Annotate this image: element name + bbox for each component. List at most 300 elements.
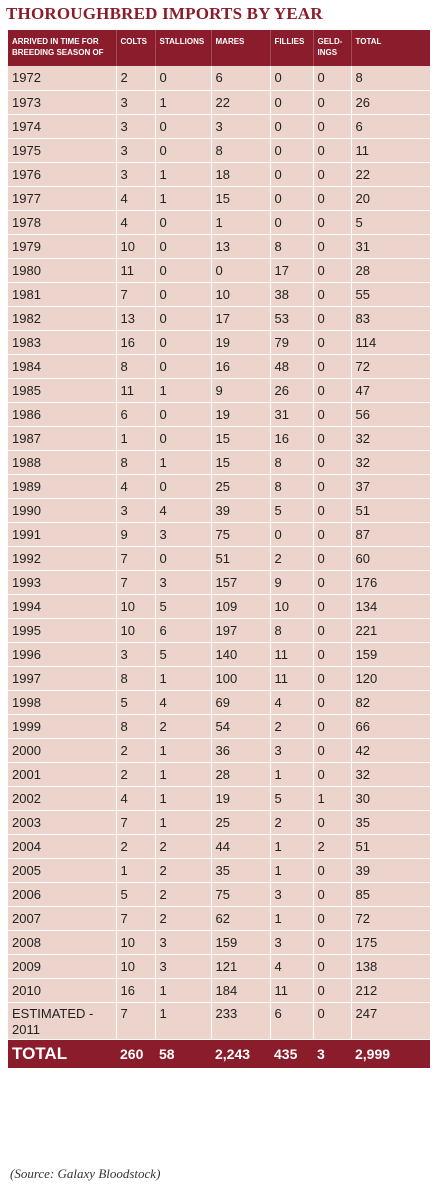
row-label-cell: 1998 [8, 690, 116, 714]
row-label-cell: 1980 [8, 258, 116, 282]
table-cell: 1 [155, 90, 211, 114]
table-cell: 3 [116, 138, 155, 162]
row-label-cell: 2006 [8, 882, 116, 906]
table-cell: 138 [351, 954, 430, 978]
table-cell: 32 [351, 450, 430, 474]
table-cell: 0 [155, 258, 211, 282]
table-cell: 39 [211, 498, 270, 522]
table-cell: 3 [211, 114, 270, 138]
table-row [8, 378, 430, 402]
table-cell: 13 [211, 234, 270, 258]
table-cell: 0 [313, 642, 351, 666]
row-label-cell: 1973 [8, 90, 116, 114]
table-row [8, 594, 430, 618]
table-cell: 0 [313, 546, 351, 570]
column-header: MARES [211, 30, 270, 66]
table-row [8, 402, 430, 426]
table-row [8, 330, 430, 354]
table-row [8, 162, 430, 186]
table-cell: 0 [313, 162, 351, 186]
row-label-cell: 2009 [8, 954, 116, 978]
table-cell: 4 [116, 210, 155, 234]
table-cell: 0 [211, 258, 270, 282]
table-cell: 10 [116, 234, 155, 258]
table-row [8, 858, 430, 882]
total-cell: 260 [116, 1039, 155, 1068]
table-cell: 51 [351, 834, 430, 858]
row-label-cell: 1977 [8, 186, 116, 210]
table-cell: 7 [116, 570, 155, 594]
table-cell: 55 [351, 282, 430, 306]
table-body [8, 66, 430, 1039]
table-cell: 0 [313, 498, 351, 522]
table-cell: 9 [270, 570, 313, 594]
table-cell: 48 [270, 354, 313, 378]
table-cell: 0 [270, 114, 313, 138]
table-cell: 56 [351, 402, 430, 426]
table-row [8, 90, 430, 114]
table-cell: 0 [155, 282, 211, 306]
table-cell: 0 [155, 330, 211, 354]
table-cell: 5 [116, 690, 155, 714]
table-row [8, 498, 430, 522]
table-cell: 60 [351, 546, 430, 570]
table-cell: 0 [155, 210, 211, 234]
table-cell: 0 [313, 210, 351, 234]
table-cell: 120 [351, 666, 430, 690]
table-cell: 0 [270, 66, 313, 90]
table-cell: 82 [351, 690, 430, 714]
table-cell: 0 [313, 714, 351, 738]
row-label-cell: 1984 [8, 354, 116, 378]
table-cell: 9 [211, 378, 270, 402]
table-cell: 1 [270, 906, 313, 930]
table-cell: 0 [313, 234, 351, 258]
table-row [8, 906, 430, 930]
table-cell: 5 [155, 594, 211, 618]
table-cell: 54 [211, 714, 270, 738]
row-label-cell: 2002 [8, 786, 116, 810]
table-cell: 10 [116, 954, 155, 978]
table-cell: 37 [351, 474, 430, 498]
table-cell: 1 [155, 450, 211, 474]
table-row [8, 762, 430, 786]
table-cell: 3 [116, 498, 155, 522]
table-cell: 3 [270, 882, 313, 906]
total-cell: 58 [155, 1039, 211, 1068]
row-label-cell: 2001 [8, 762, 116, 786]
row-label-cell: 2010 [8, 978, 116, 1002]
table-cell: 17 [211, 306, 270, 330]
table-cell: 0 [270, 210, 313, 234]
table-cell: 2 [155, 858, 211, 882]
table-cell: 6 [116, 402, 155, 426]
table-cell: 4 [116, 474, 155, 498]
table-cell: 0 [313, 954, 351, 978]
table-cell: 8 [270, 450, 313, 474]
table-row [8, 450, 430, 474]
table-cell: 0 [313, 762, 351, 786]
table-cell: 3 [116, 642, 155, 666]
table-cell: 8 [270, 234, 313, 258]
table-cell: 0 [313, 450, 351, 474]
table-cell: 1 [155, 378, 211, 402]
table-cell: 212 [351, 978, 430, 1002]
table-row [8, 690, 430, 714]
table-cell: 10 [116, 618, 155, 642]
table-cell: 4 [116, 186, 155, 210]
table-cell: 3 [270, 738, 313, 762]
table-cell: 8 [270, 474, 313, 498]
table-row [8, 1002, 430, 1039]
row-label-cell: 1990 [8, 498, 116, 522]
table-cell: 1 [155, 186, 211, 210]
source-note: (Source: Galaxy Bloodstock) [10, 1166, 161, 1181]
table-cell: 0 [155, 474, 211, 498]
table-cell: 5 [116, 882, 155, 906]
table-cell: 1 [155, 786, 211, 810]
table-cell: 0 [155, 426, 211, 450]
table-cell: 0 [155, 66, 211, 90]
table-cell: 3 [116, 90, 155, 114]
table-cell: 31 [270, 402, 313, 426]
table-header-row [8, 30, 430, 66]
row-label-cell: 2000 [8, 738, 116, 762]
table-cell: 3 [155, 930, 211, 954]
table-row [8, 546, 430, 570]
table-cell: 28 [211, 762, 270, 786]
table-cell: 3 [270, 930, 313, 954]
table-cell: 1 [155, 738, 211, 762]
table-cell: 72 [351, 354, 430, 378]
table-cell: 11 [116, 258, 155, 282]
table-row [8, 810, 430, 834]
table-row [8, 522, 430, 546]
table-cell: 16 [211, 354, 270, 378]
table-cell: 0 [313, 282, 351, 306]
page-title: THOROUGHBRED IMPORTS BY YEAR [6, 4, 323, 23]
table-cell: 3 [155, 954, 211, 978]
table-cell: 0 [313, 858, 351, 882]
table-row [8, 882, 430, 906]
table-cell: 4 [155, 498, 211, 522]
table-cell: 114 [351, 330, 430, 354]
table-cell: 0 [155, 234, 211, 258]
row-label-cell: 1981 [8, 282, 116, 306]
table-cell: 62 [211, 906, 270, 930]
table-cell: 10 [211, 282, 270, 306]
table-cell: 176 [351, 570, 430, 594]
table-cell: 85 [351, 882, 430, 906]
table-cell: 0 [313, 306, 351, 330]
totals-label: TOTAL [8, 1039, 116, 1068]
table-cell: 100 [211, 666, 270, 690]
row-label-cell: 1996 [8, 642, 116, 666]
table-cell: 0 [313, 426, 351, 450]
table-cell: 1 [313, 786, 351, 810]
table-cell: 8 [270, 618, 313, 642]
table-cell: 7 [116, 810, 155, 834]
table-cell: 1 [155, 762, 211, 786]
table-cell: 2 [270, 810, 313, 834]
table-cell: 26 [270, 378, 313, 402]
row-label-cell: 1974 [8, 114, 116, 138]
total-cell: 3 [313, 1039, 351, 1068]
row-label-cell: 2004 [8, 834, 116, 858]
table-cell: 2 [270, 546, 313, 570]
table-cell: 0 [313, 666, 351, 690]
table-cell: 79 [270, 330, 313, 354]
row-label-cell: 1994 [8, 594, 116, 618]
table-cell: 0 [155, 138, 211, 162]
table-row [8, 186, 430, 210]
table-cell: 11 [270, 978, 313, 1002]
table-cell: 8 [351, 66, 430, 90]
table-cell: 75 [211, 882, 270, 906]
table-cell: 0 [313, 882, 351, 906]
table-cell: 0 [313, 1002, 351, 1039]
table-cell: 0 [313, 138, 351, 162]
table-cell: 0 [313, 90, 351, 114]
table-cell: 1 [211, 210, 270, 234]
table-cell: 2 [116, 738, 155, 762]
table-row [8, 642, 430, 666]
table-cell: 51 [351, 498, 430, 522]
table-cell: 134 [351, 594, 430, 618]
table-cell: 5 [351, 210, 430, 234]
table-cell: 247 [351, 1002, 430, 1039]
table-cell: 2 [155, 714, 211, 738]
table-cell: 3 [155, 570, 211, 594]
table-cell: 15 [211, 426, 270, 450]
table-cell: 8 [116, 450, 155, 474]
table-cell: 8 [211, 138, 270, 162]
table-row [8, 306, 430, 330]
row-label-cell: 1979 [8, 234, 116, 258]
table-row [8, 738, 430, 762]
table-cell: 1 [116, 426, 155, 450]
table-cell: 0 [313, 810, 351, 834]
table-cell: 0 [313, 738, 351, 762]
row-label-cell: 1986 [8, 402, 116, 426]
table-cell: 7 [116, 906, 155, 930]
table-row [8, 210, 430, 234]
table-cell: 11 [351, 138, 430, 162]
table-cell: 10 [270, 594, 313, 618]
table-row [8, 954, 430, 978]
table-cell: 87 [351, 522, 430, 546]
table-cell: 19 [211, 786, 270, 810]
row-label-cell: 2003 [8, 810, 116, 834]
table-cell: 0 [270, 90, 313, 114]
table-cell: 18 [211, 162, 270, 186]
table-cell: 5 [270, 498, 313, 522]
table-cell: 1 [155, 666, 211, 690]
row-label-cell: 1997 [8, 666, 116, 690]
row-label-cell: 1993 [8, 570, 116, 594]
table-cell: 0 [313, 378, 351, 402]
total-cell: 435 [270, 1039, 313, 1068]
table-cell: 83 [351, 306, 430, 330]
table-cell: 19 [211, 402, 270, 426]
table-cell: 0 [313, 906, 351, 930]
table-cell: 0 [313, 690, 351, 714]
row-label-cell: 1976 [8, 162, 116, 186]
column-header: ARRIVED IN TIME FOR BREEDING SEASON OF [8, 30, 116, 66]
row-label-cell: 1978 [8, 210, 116, 234]
table-cell: 1 [155, 162, 211, 186]
table-cell: 1 [270, 834, 313, 858]
table-cell: 0 [313, 522, 351, 546]
table-cell: 47 [351, 378, 430, 402]
table-cell: 16 [116, 978, 155, 1002]
table-cell: 10 [116, 594, 155, 618]
table-cell: 35 [211, 858, 270, 882]
table-row [8, 234, 430, 258]
table-cell: 15 [211, 450, 270, 474]
table-cell: 4 [116, 786, 155, 810]
table-cell: 11 [116, 378, 155, 402]
table-cell: 0 [270, 138, 313, 162]
table-cell: 7 [116, 282, 155, 306]
table-cell: 0 [270, 186, 313, 210]
table-cell: 2 [116, 762, 155, 786]
table-cell: 0 [270, 522, 313, 546]
table-cell: 13 [116, 306, 155, 330]
table-cell: 2 [270, 714, 313, 738]
table-cell: 25 [211, 474, 270, 498]
table-row [8, 258, 430, 282]
table-cell: 0 [313, 474, 351, 498]
table-cell: 5 [155, 642, 211, 666]
table-cell: 25 [211, 810, 270, 834]
table-cell: 69 [211, 690, 270, 714]
table-row [8, 930, 430, 954]
table-cell: 9 [116, 522, 155, 546]
table-cell: 11 [270, 666, 313, 690]
table-cell: 8 [116, 666, 155, 690]
row-label-cell: 2007 [8, 906, 116, 930]
table-cell: 159 [211, 930, 270, 954]
row-label-cell: 1987 [8, 426, 116, 450]
row-label-cell: 1995 [8, 618, 116, 642]
table-row [8, 474, 430, 498]
row-label-cell: 1982 [8, 306, 116, 330]
table-cell: 0 [155, 546, 211, 570]
column-header: TOTAL [351, 30, 430, 66]
table-cell: 2 [116, 66, 155, 90]
row-label-cell: 2005 [8, 858, 116, 882]
table-cell: 159 [351, 642, 430, 666]
row-label-cell: 2008 [8, 930, 116, 954]
table-cell: 10 [116, 930, 155, 954]
row-label-cell: ESTIMATED - 2011 [8, 1002, 116, 1039]
table-cell: 19 [211, 330, 270, 354]
column-header: GELD- INGS [313, 30, 351, 66]
imports-table [8, 30, 430, 1069]
table-cell: 2 [155, 834, 211, 858]
table-cell: 66 [351, 714, 430, 738]
table-cell: 4 [270, 954, 313, 978]
table-cell: 38 [270, 282, 313, 306]
table-cell: 0 [313, 114, 351, 138]
table-cell: 75 [211, 522, 270, 546]
table-cell: 0 [270, 162, 313, 186]
column-header: STALLIONS [155, 30, 211, 66]
table-cell: 3 [116, 114, 155, 138]
row-label-cell: 1999 [8, 714, 116, 738]
table-cell: 17 [270, 258, 313, 282]
table-cell: 16 [116, 330, 155, 354]
table-row [8, 138, 430, 162]
table-cell: 5 [270, 786, 313, 810]
table-cell: 22 [211, 90, 270, 114]
table-cell: 0 [313, 402, 351, 426]
table-row [8, 786, 430, 810]
table-cell: 0 [155, 402, 211, 426]
table-cell: 6 [155, 618, 211, 642]
table-cell: 0 [313, 66, 351, 90]
table-cell: 121 [211, 954, 270, 978]
table-cell: 1 [155, 978, 211, 1002]
table-row [8, 618, 430, 642]
table-row [8, 66, 430, 90]
table-cell: 3 [155, 522, 211, 546]
table-cell: 15 [211, 186, 270, 210]
table-cell: 35 [351, 810, 430, 834]
table-cell: 2 [155, 882, 211, 906]
table-cell: 16 [270, 426, 313, 450]
table-row [8, 666, 430, 690]
table-row [8, 570, 430, 594]
table-cell: 6 [211, 66, 270, 90]
table-cell: 0 [313, 594, 351, 618]
table-cell: 221 [351, 618, 430, 642]
table-cell: 0 [313, 570, 351, 594]
row-label-cell: 1983 [8, 330, 116, 354]
row-label-cell: 1992 [8, 546, 116, 570]
column-header: FILLIES [270, 30, 313, 66]
table-row [8, 354, 430, 378]
table-cell: 0 [155, 114, 211, 138]
table-cell: 175 [351, 930, 430, 954]
table-cell: 7 [116, 546, 155, 570]
table-cell: 157 [211, 570, 270, 594]
table-cell: 51 [211, 546, 270, 570]
table-cell: 22 [351, 162, 430, 186]
table-cell: 44 [211, 834, 270, 858]
table-cell: 28 [351, 258, 430, 282]
table-cell: 0 [155, 354, 211, 378]
table-cell: 20 [351, 186, 430, 210]
row-label-cell: 1985 [8, 378, 116, 402]
table-cell: 4 [155, 690, 211, 714]
table-cell: 197 [211, 618, 270, 642]
table-cell: 1 [155, 1002, 211, 1039]
table-cell: 0 [313, 354, 351, 378]
table-cell: 109 [211, 594, 270, 618]
table-cell: 0 [313, 186, 351, 210]
column-header: COLTS [116, 30, 155, 66]
table-row [8, 834, 430, 858]
table-cell: 0 [155, 306, 211, 330]
table-cell: 32 [351, 426, 430, 450]
table-row [8, 282, 430, 306]
table-row [8, 114, 430, 138]
table-cell: 0 [313, 618, 351, 642]
table-cell: 4 [270, 690, 313, 714]
table-cell: 2 [116, 834, 155, 858]
